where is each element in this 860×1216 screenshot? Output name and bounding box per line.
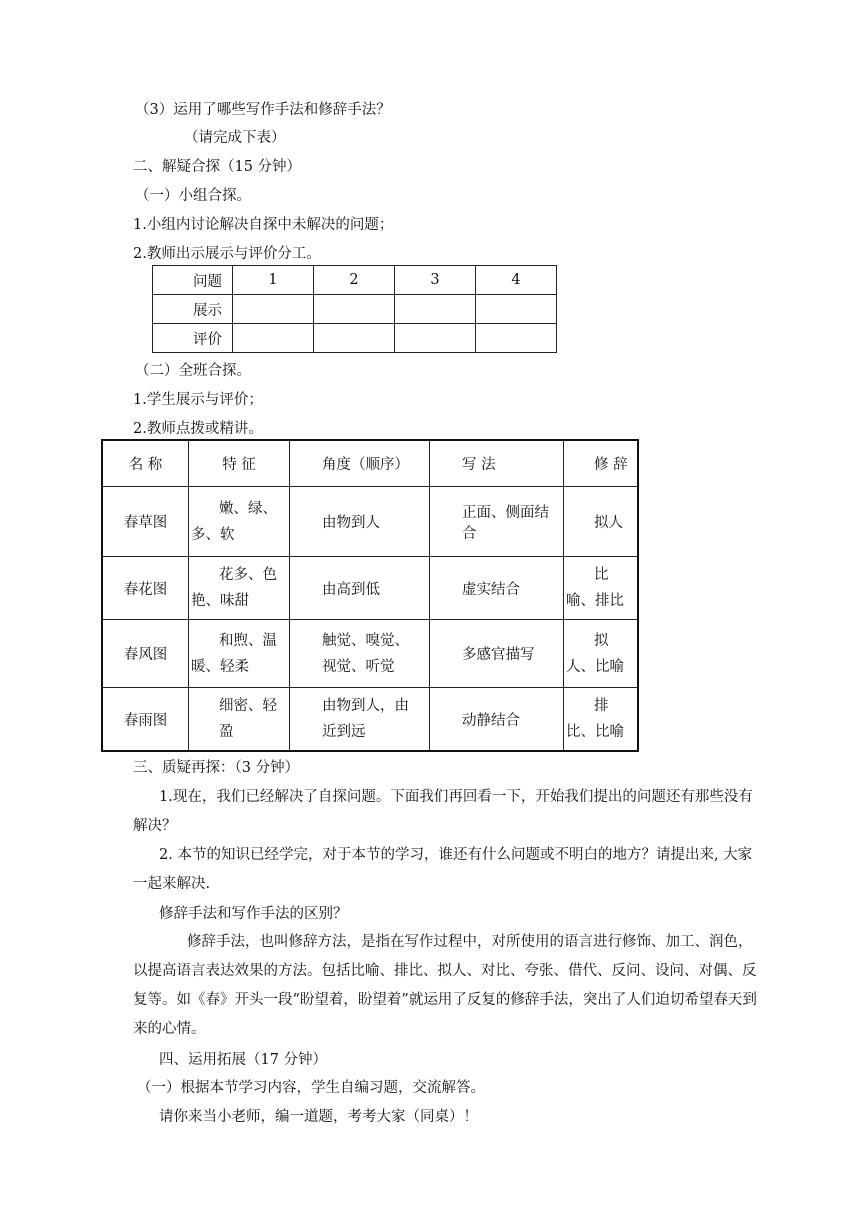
table-cell: 春雨图 bbox=[102, 688, 189, 752]
subsection-2-heading: （二）全班合探。 bbox=[135, 363, 251, 379]
table-cell: 春草图 bbox=[102, 487, 189, 557]
table-row bbox=[102, 688, 638, 752]
table-cell bbox=[395, 295, 476, 324]
table-cell: 拟人 bbox=[564, 487, 638, 557]
assignment-table bbox=[152, 265, 557, 353]
table-cell: 由物到人，由近到远 bbox=[290, 688, 430, 752]
complete-table-note: （请完成下表） bbox=[184, 130, 286, 146]
table-cell bbox=[233, 295, 314, 324]
table-cell: 春风图 bbox=[102, 620, 189, 688]
paragraph-1: 1.现在，我们已经解决了自探问题。下面我们再回看一下，开始我们提出的问题还有那些没有解决？ bbox=[133, 789, 753, 834]
table-cell bbox=[233, 324, 314, 353]
table-cell: 花多、色艳、味甜 bbox=[189, 557, 290, 620]
table-row bbox=[102, 487, 638, 557]
table-cell: 排比、比喻 bbox=[564, 688, 638, 752]
item-2: 2.教师出示展示与评价分工。 bbox=[133, 246, 321, 262]
item-3: 1.学生展示与评价； bbox=[133, 392, 263, 408]
paragraph-2: 2. 本节的知识已经学完，对于本节的学习，谁还有什么问题或不明白的地方？请提出来, 大家一起来解决. bbox=[133, 847, 753, 892]
table-cell: 动静结合 bbox=[430, 688, 564, 752]
spring-scenes-table bbox=[101, 439, 639, 752]
table-cell: 评价 bbox=[153, 324, 233, 353]
subsection-1-heading: （一）小组合探。 bbox=[135, 188, 251, 204]
table-cell: 由物到人 bbox=[290, 487, 430, 557]
paragraph-3-text: 修辞手法，也叫修辞方法，是指在写作过程中，对所使用的语言进行修饰、加工、润色，以提高语言表达效果的方法。包括比喻、排比、拟人、对比、夸张、借代、反问、设问、对偶、反复等。如《春》开头一段“盼望着，盼望着”就运用了反复的修辞手法，突出了人们迫切希望春天到来的心情。 bbox=[133, 934, 757, 1037]
table-cell bbox=[314, 324, 395, 353]
item-1: 1.小组内讨论解决自探中未解决的问题； bbox=[133, 217, 394, 233]
table-cell: 触觉、嗅觉、视觉、听觉 bbox=[290, 620, 430, 688]
table-cell: 修 辞 bbox=[564, 440, 638, 487]
item-4: 2.教师点拨或精讲。 bbox=[133, 421, 263, 437]
table-cell: 由高到低 bbox=[290, 557, 430, 620]
table-cell: 拟人、比喻 bbox=[564, 620, 638, 688]
section-4-heading: 四、运用拓展（17 分钟） bbox=[159, 1052, 328, 1068]
table-cell: 虚实结合 bbox=[430, 557, 564, 620]
table-cell: 写 法 bbox=[430, 440, 564, 487]
table-cell bbox=[395, 324, 476, 353]
table-cell: 2 bbox=[314, 266, 395, 295]
table-cell bbox=[476, 295, 557, 324]
section-3-heading: 三、质疑再探：（3 分钟） bbox=[133, 760, 300, 776]
table-cell: 和煦、温暖、轻柔 bbox=[189, 620, 290, 688]
table-row bbox=[102, 440, 638, 487]
table-cell: 比喻、排比 bbox=[564, 557, 638, 620]
table-cell: 名 称 bbox=[102, 440, 189, 487]
table-row bbox=[102, 620, 638, 688]
difference-question: 修辞手法和写作手法的区别？ bbox=[159, 906, 348, 922]
table-cell: 春花图 bbox=[102, 557, 189, 620]
table-cell: 1 bbox=[233, 266, 314, 295]
question-3: （3）运用了哪些写作手法和修辞手法？ bbox=[135, 102, 391, 118]
table-row bbox=[153, 266, 557, 295]
table-row bbox=[153, 295, 557, 324]
table-cell: 展示 bbox=[153, 295, 233, 324]
table-cell: 4 bbox=[476, 266, 557, 295]
section-2-heading: 二、解疑合探（15 分钟） bbox=[133, 159, 302, 175]
table-row bbox=[153, 324, 557, 353]
table-cell: 正面、侧面结合 bbox=[430, 487, 564, 557]
subsection-3-heading: （一）根据本节学习内容，学生自编习题，交流解答。 bbox=[137, 1080, 485, 1096]
last-line: 请你来当小老师，编一道题，考考大家（同桌）！ bbox=[159, 1109, 478, 1125]
table-cell: 3 bbox=[395, 266, 476, 295]
table-cell: 特 征 bbox=[189, 440, 290, 487]
table-cell: 细密、轻盈 bbox=[189, 688, 290, 752]
table-row bbox=[102, 557, 638, 620]
table-cell: 角度（顺序） bbox=[290, 440, 430, 487]
paragraph-3 bbox=[133, 928, 760, 1044]
table-cell bbox=[314, 295, 395, 324]
table-cell: 问题 bbox=[153, 266, 233, 295]
table-cell bbox=[476, 324, 557, 353]
table-cell: 多感官描写 bbox=[430, 620, 564, 688]
table-cell: 嫩、绿、多、软 bbox=[189, 487, 290, 557]
